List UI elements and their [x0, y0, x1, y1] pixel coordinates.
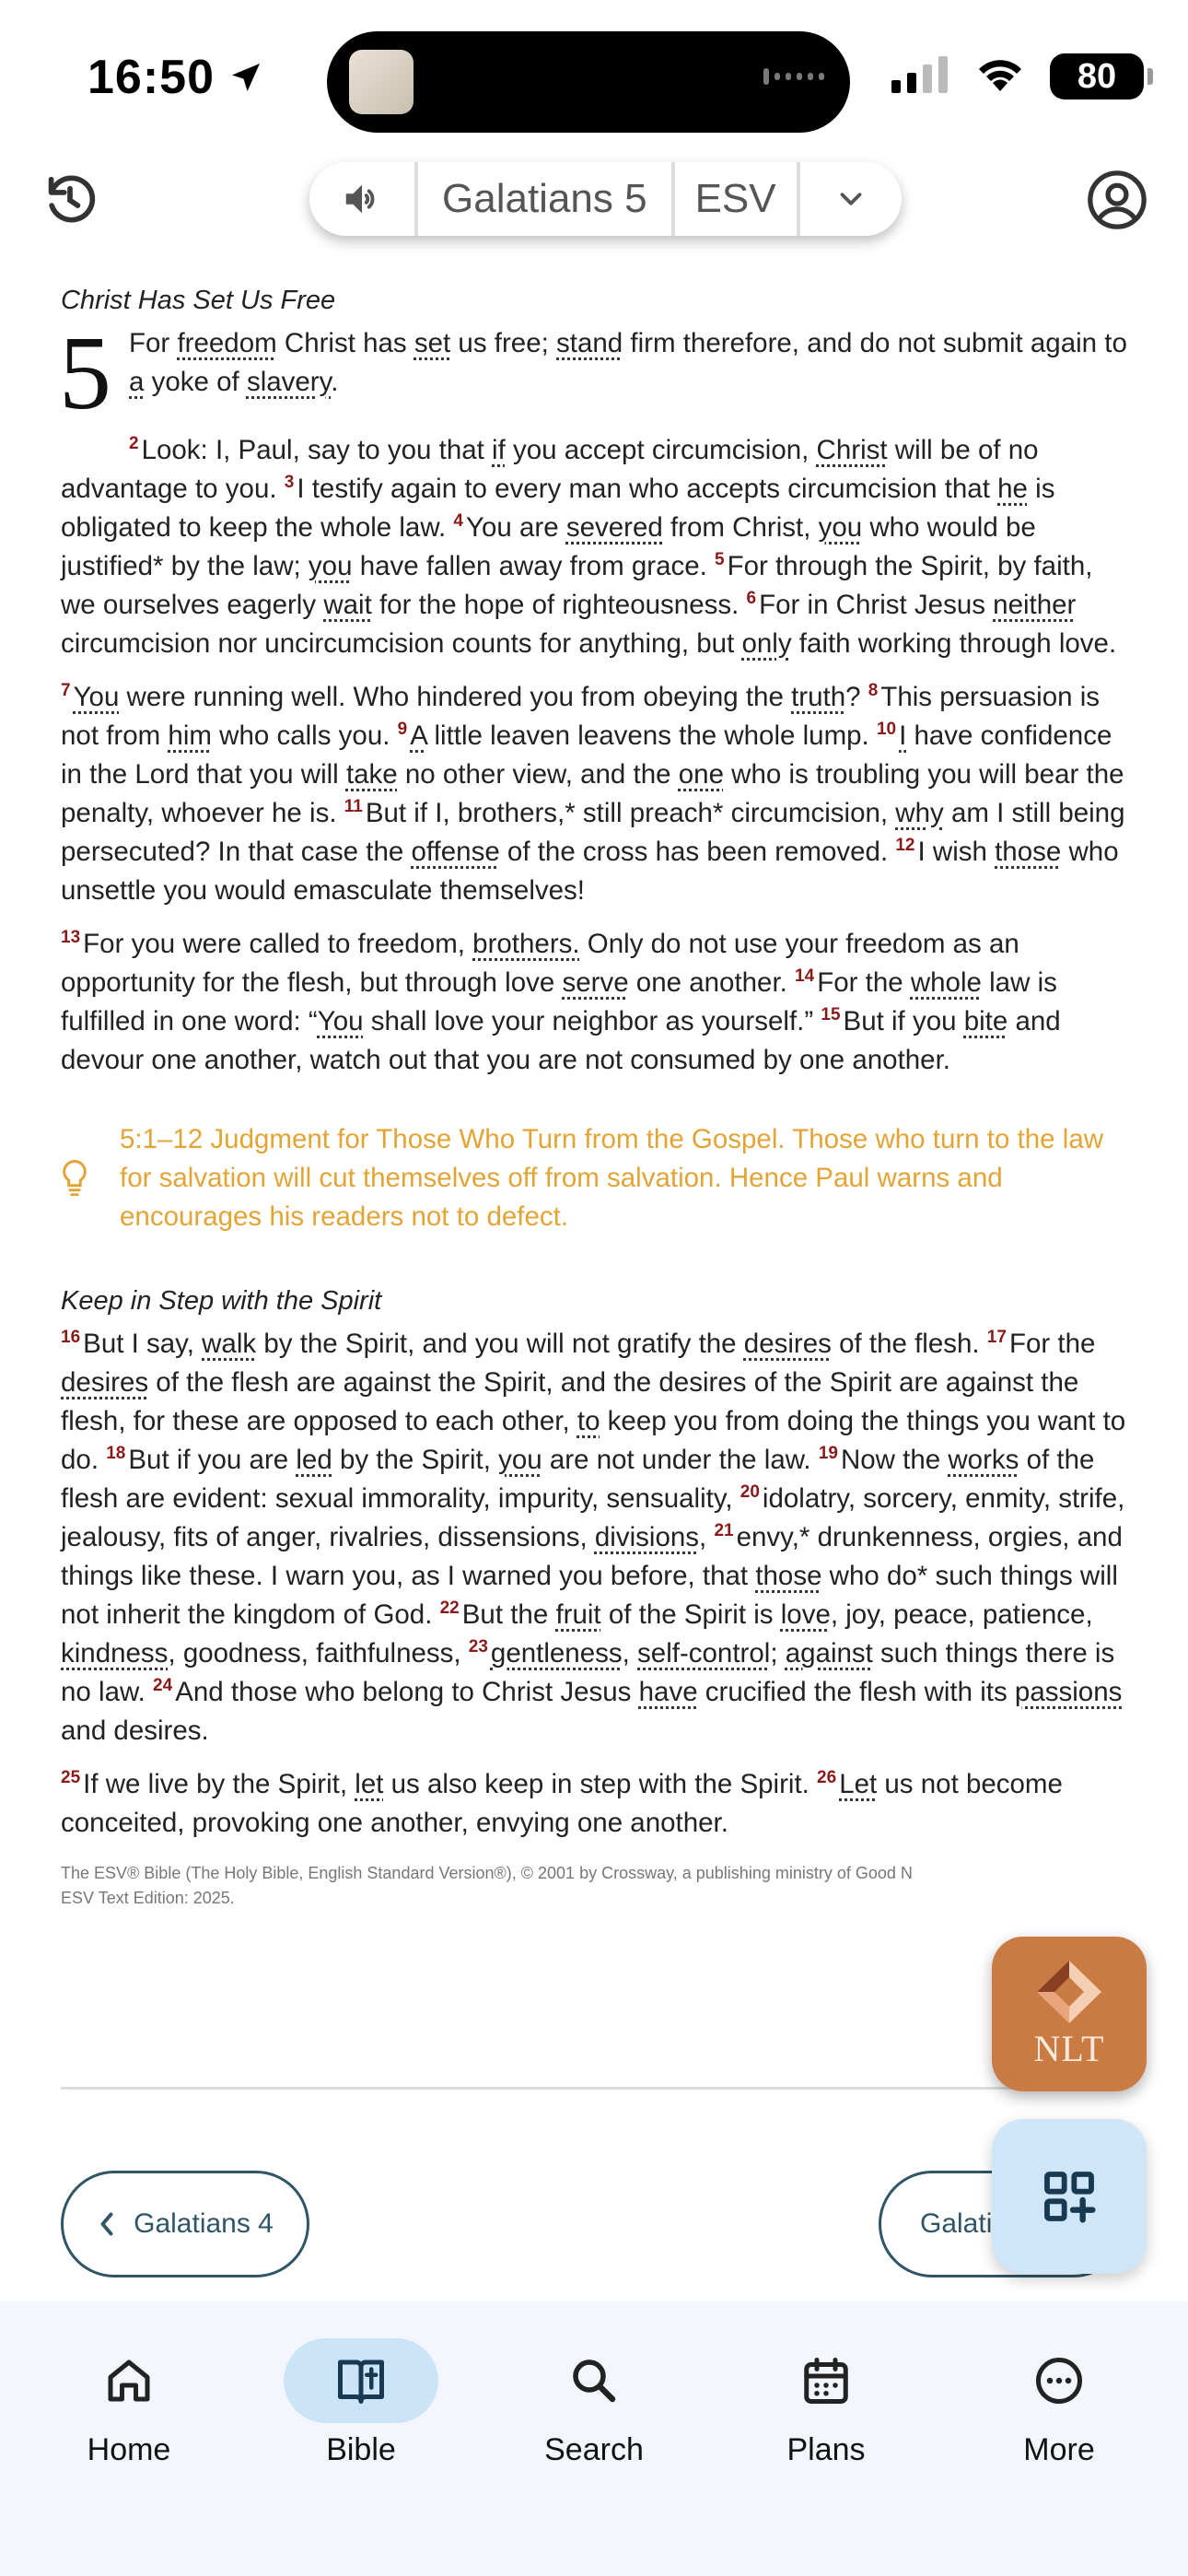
speaker-icon	[341, 178, 383, 220]
footnote-link[interactable]: offense	[411, 837, 500, 867]
chevron-left-icon	[97, 2210, 117, 2238]
history-icon	[39, 168, 101, 230]
footnote-link[interactable]: set	[413, 328, 451, 358]
cellular-signal-icon	[891, 56, 950, 98]
verse-number[interactable]: 22	[439, 1598, 460, 1619]
verse-number[interactable]: 17	[986, 1328, 1007, 1348]
footnote-link[interactable]: have	[638, 1677, 698, 1707]
verse-number[interactable]: 20	[740, 1482, 760, 1503]
verse-number[interactable]: 5	[715, 550, 725, 570]
copyright-line: The ESV® Bible (The Holy Bible, English Standard Version®), © 2001 by Crossway, a publishing ministry of Good N	[61, 1864, 913, 1882]
chevron-down-icon	[833, 181, 868, 217]
tab-search[interactable]	[502, 2338, 686, 2468]
footnote-link[interactable]: kindness	[61, 1638, 169, 1669]
status-time	[87, 50, 264, 108]
footnote-link[interactable]: severed	[565, 512, 663, 543]
footnote-link[interactable]: let	[355, 1769, 384, 1799]
verse-paragraph: $^{13}$ For you were called to freedom, brothers. Only do not use your freedom as an opportunity for the flesh, but through love serve one another. $^{14}$ For the whole law is fulfilled in one word: “You shall love your neighbor as yourself.” $^{15}$ But if you bite and devour one another, watch out that you are not consumed by one another.	[61, 928, 1061, 1075]
copyright-edition: ESV Text Edition: 2025.	[61, 1889, 235, 1907]
footnote-link[interactable]: freedom	[177, 328, 277, 358]
footnote-link[interactable]: You	[73, 682, 120, 712]
divider	[61, 2087, 1127, 2090]
lightbulb-icon	[61, 1120, 120, 1236]
tab-label: Bible	[326, 2432, 396, 2467]
verse-number[interactable]: 24	[153, 1676, 173, 1696]
footnote-link[interactable]: wait	[323, 590, 372, 620]
footnote-link[interactable]: you	[308, 551, 353, 581]
battery-level: 80	[1077, 56, 1117, 96]
version-button[interactable]: ESV	[675, 162, 800, 236]
verse-number[interactable]: 19	[818, 1444, 838, 1464]
verse-number[interactable]: 12	[895, 836, 915, 856]
footnote-link[interactable]: passions	[1014, 1677, 1123, 1707]
verse-number[interactable]: 6	[746, 589, 757, 609]
wifi-icon	[974, 56, 1026, 98]
verse-number[interactable]: 7	[61, 681, 71, 701]
footnote-link[interactable]: you	[818, 512, 863, 543]
verse-paragraph: 5 For freedom Christ has set us free; stand firm therefore, and do not submit again to a yoke of slavery.	[59, 314, 1127, 431]
footnote-link[interactable]: why	[895, 798, 944, 828]
study-note-text: 5:1–12 Judgment for Those Who Turn from the Gospel. Those who turn to the law for salvation will cut themselves off from salvation. Hence Paul warns and encourages his readers not to defect.	[120, 1124, 1104, 1232]
calendar-icon	[749, 2338, 903, 2423]
battery-indicator	[1050, 53, 1144, 100]
footnote-link[interactable]: A	[410, 720, 427, 751]
footnote-link[interactable]: fruit	[555, 1599, 601, 1630]
footnote-link[interactable]: against	[785, 1638, 873, 1669]
copyright-notice	[61, 1861, 1129, 1911]
verse-number[interactable]: 15	[821, 1005, 841, 1025]
footnote-link[interactable]: Christ	[816, 435, 888, 465]
study-note[interactable]	[61, 1120, 1129, 1236]
footnote-link[interactable]: Let	[839, 1769, 878, 1799]
verse-number[interactable]: 16	[61, 1328, 81, 1348]
footnote-link[interactable]: if	[492, 435, 506, 465]
location-arrow-icon	[227, 53, 264, 108]
verse-number[interactable]: 2	[129, 434, 139, 454]
verse-number[interactable]: 26	[817, 1768, 837, 1788]
tab-bible[interactable]	[269, 2338, 453, 2468]
verse-paragraph: $^2$ Look: I, Paul, say to you that if you accept circumcision, Christ will be of no advantage to you. $^3$ I testify again to every man who accepts circumcision that he is obligated to keep the whole law. $^4$ You are severed from Christ, you who would be justified* by the law; you have fallen away from grace. $^5$ For through the Spirit, by faith, we ourselves eagerly wait for the hope of righteousness. $^6$ For in Christ Jesus neither circumcision nor uncircumcision counts for anything, but only faith working through love.	[61, 434, 1117, 659]
verse-number[interactable]: 13	[61, 928, 81, 948]
tab-home[interactable]	[37, 2338, 221, 2468]
verse-number[interactable]: 14	[795, 966, 815, 987]
section-heading: Christ Has Set Us Free	[61, 286, 336, 315]
audio-button[interactable]	[309, 162, 418, 236]
footnote-link[interactable]: desires	[61, 1367, 149, 1398]
tab-label: More	[1023, 2432, 1095, 2467]
clock-text: 16:50	[87, 51, 215, 104]
footnote-link[interactable]: bite	[963, 1006, 1008, 1036]
footnote-link[interactable]: desires	[743, 1329, 832, 1359]
previous-chapter-label: Galatians 4	[134, 2208, 274, 2239]
add-widget-button[interactable]	[992, 2119, 1147, 2274]
verse-number[interactable]: 3	[284, 473, 295, 493]
footnote-link[interactable]: truth	[791, 682, 846, 712]
footnote-link[interactable]: those	[755, 1561, 822, 1591]
footnote-link[interactable]: one	[678, 759, 724, 790]
tab-label: Home	[87, 2432, 171, 2467]
tab-label: Plans	[786, 2432, 866, 2467]
bible-icon	[284, 2338, 438, 2423]
tab-more[interactable]	[967, 2338, 1151, 2468]
footnote-link[interactable]: serve	[562, 967, 629, 998]
chapter-number: 5	[59, 314, 111, 431]
nlt-label: NLT	[1033, 2027, 1105, 2069]
verse-number[interactable]: 23	[468, 1637, 488, 1657]
verse-paragraph: $^7$ You were running well. Who hindered you from obeying the truth? $^8$ This persuasion is not from him who calls you. $^9$ A little leaven leavens the whole lump. $^{10}$ I have confidence in the Lord that you will take no other view, and the one who is troubling you will bear the penalty, whoever he is. $^{11}$ But if I, brothers,* still preach* circumcision, why am I still being persecuted? In that case the offense of the cross has been removed. $^{12}$ I wish those who unsettle you would emasculate themselves!	[61, 681, 1125, 906]
previous-chapter-button[interactable]	[61, 2171, 309, 2277]
grid-plus-icon	[1040, 2167, 1099, 2226]
footnote-link[interactable]: led	[296, 1445, 332, 1475]
verse-number[interactable]: 10	[876, 720, 897, 740]
footnote-link[interactable]: only	[741, 628, 792, 659]
dynamic-island[interactable]	[327, 31, 850, 133]
search-icon	[517, 2338, 671, 2423]
chapter-text	[61, 276, 1129, 1911]
now-playing-artwork	[349, 50, 413, 114]
footnote-link[interactable]: take	[345, 759, 398, 790]
verse-number[interactable]: 9	[397, 720, 408, 740]
footnote-link[interactable]: You	[317, 1006, 364, 1036]
verse-number[interactable]: 25	[61, 1768, 81, 1788]
tab-plans[interactable]	[734, 2338, 918, 2468]
dropdown-button[interactable]	[800, 162, 902, 236]
book-chapter-button[interactable]: Galatians 5	[418, 162, 675, 236]
more-icon	[982, 2338, 1136, 2423]
footnote-link[interactable]: love	[780, 1599, 831, 1630]
verse-number[interactable]: 8	[868, 681, 879, 701]
bottom-tab-bar	[0, 2301, 1188, 2576]
footnote-link[interactable]: you	[498, 1445, 542, 1475]
footnote-link[interactable]: divisions	[594, 1522, 700, 1552]
next-chapter-label: Galati	[920, 2208, 993, 2239]
footnote-link[interactable]: neither	[993, 590, 1077, 620]
history-button[interactable]	[39, 168, 101, 230]
verse-number[interactable]: 11	[344, 797, 363, 817]
footnote-link[interactable]: slavery	[246, 367, 332, 397]
verse-number[interactable]: 4	[453, 511, 463, 532]
tab-label: Search	[544, 2432, 644, 2467]
account-button[interactable]	[1085, 168, 1149, 232]
footnote-link[interactable]: those	[995, 837, 1062, 867]
verse-paragraph: $^{25}$ If we live by the Spirit, let us also keep in step with the Spirit. $^{26}$ Let us not become conceited, provoking one another, envying one another.	[61, 1768, 1063, 1838]
account-icon	[1085, 168, 1149, 232]
verse-paragraph: $^{16}$ But I say, walk by the Spirit, and you will not gratify the desires of the flesh. $^{17}$ For the desires of the flesh are against the Spirit, and the desires of the Spirit are against the flesh, for these are opposed to each other, to keep you from doing the things you want to do. $^{18}$ But if you are led by the Spirit, you are not under the law. $^{19}$ Now the works of the flesh are evident: sexual immorality, impurity, sensuality, $^{20}$ idolatry, sorcery, enmity, strife, jealousy, fits of anger, rivalries, dissensions, divisions, $^{21}$ envy,* drunkenness, orgies, and things like these. I warn you, as I warned you before, that those who do* such things will not inherit the kingdom of God. $^{22}$ But the fruit of the Spirit is love, joy, peace, patience, kindness, goodness, faithfulness, $^{23}$ gentleness, self-control; against such things there is no law. $^{24}$ And those who belong to Christ Jesus have crucified the flesh with its passions and desires.	[61, 1328, 1126, 1746]
footnote-link[interactable]: walk	[202, 1329, 257, 1359]
footnote-link[interactable]: self-control	[637, 1638, 771, 1669]
footnote-link[interactable]: stand	[556, 328, 623, 358]
reference-selector	[309, 162, 902, 236]
verse-number[interactable]: 18	[106, 1444, 126, 1464]
audio-waveform-icon	[763, 68, 824, 85]
footnote-link[interactable]: gentleness	[490, 1638, 623, 1669]
nlt-logo-icon	[1030, 1959, 1109, 2025]
nlt-version-button[interactable]	[992, 1937, 1147, 2091]
footnote-link[interactable]: to	[577, 1406, 600, 1436]
home-icon	[52, 2338, 206, 2423]
footnote-link[interactable]: he	[997, 474, 1028, 504]
footnote-link[interactable]: whole	[910, 967, 982, 998]
footnote-link[interactable]: works	[948, 1445, 1019, 1475]
footnote-link[interactable]: a	[129, 367, 145, 397]
footnote-link[interactable]: brothers.	[472, 929, 580, 959]
footnote-link[interactable]: him	[168, 720, 212, 751]
section-heading: Keep in Step with the Spirit	[61, 1286, 382, 1316]
footnote-link[interactable]: I	[899, 720, 907, 751]
status-indicators	[891, 53, 1144, 100]
verse-number[interactable]: 21	[714, 1521, 734, 1541]
